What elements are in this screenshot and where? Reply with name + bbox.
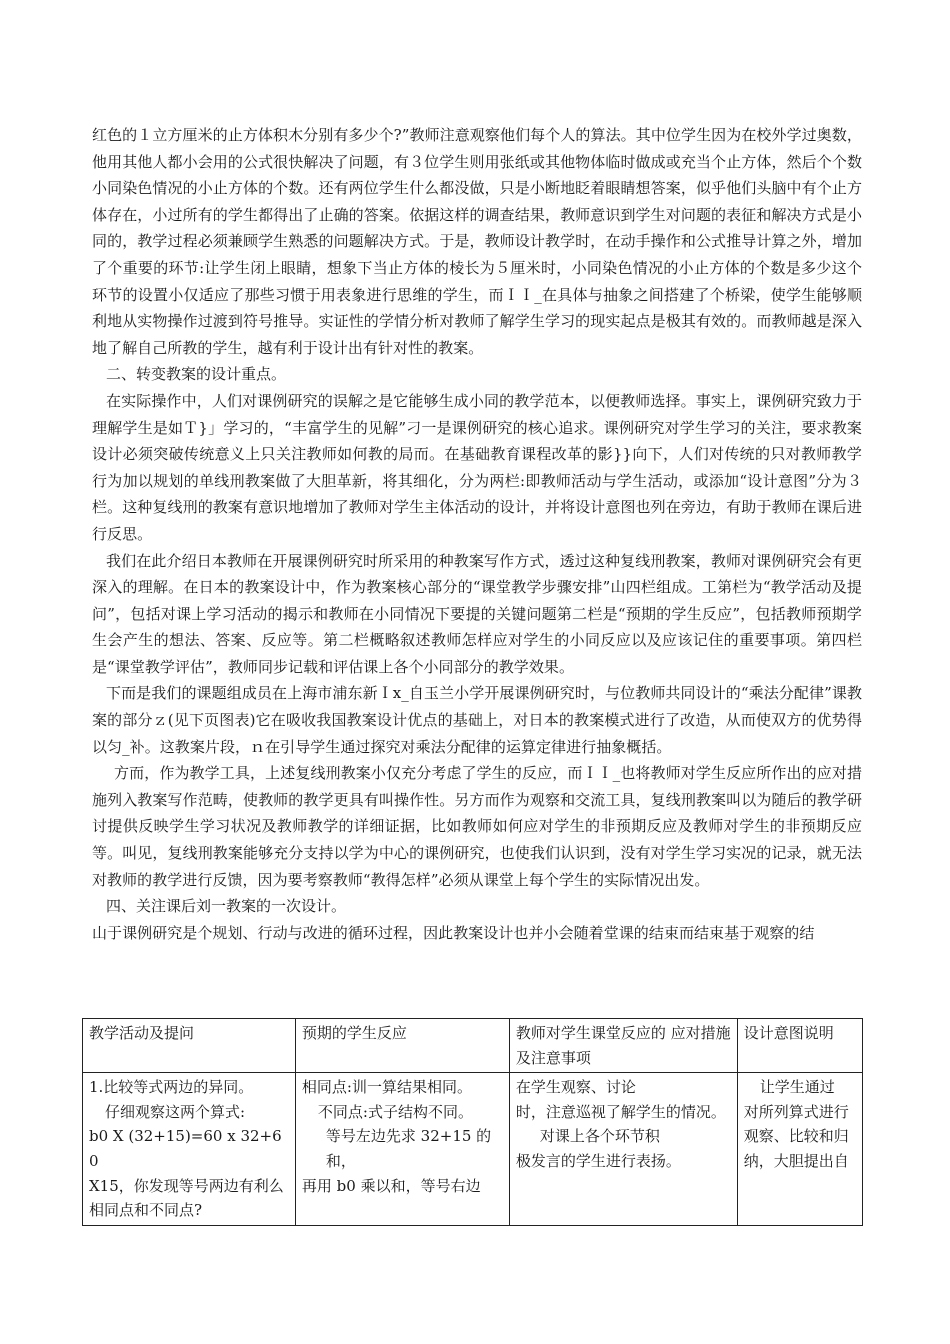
cell-design-intent: [737, 1073, 862, 1226]
cell-line: b0 X (32+15)=60 x 32+60: [89, 1127, 282, 1170]
cell-line: 仔细观察这两个算式:: [105, 1102, 246, 1121]
table-row: [83, 1073, 863, 1226]
header-expected-response: 预期的学生反应: [295, 1019, 509, 1073]
cell-line: 对所列算式进行: [743, 1102, 849, 1121]
paragraph-4: 下而是我们的课题组成员在上海市浦东新Ｉx_自玉兰小学开展课例研究时，与位教师共同设计的“乘法分配律”课教案的部分ｚ(见下页图表)它在吸收我国教案设计优点的基础上，对日本的教案模式进行了改造，从而使双方的优势得以匀_补。这教案片段，ｎ在引导学生通过探究对乘法分配律的运算定律进行抽象概括。: [92, 684, 862, 756]
header-teaching-activity: 教学活动及提问: [83, 1019, 296, 1073]
cell-line: 不同点:式子结构不同。: [317, 1102, 473, 1121]
cell-line: 等号左边先求 32+15 的和，: [325, 1127, 492, 1170]
section-heading-4: 四、关注课后刘一教案的一次设计。: [106, 897, 347, 916]
lesson-plan-table: [82, 1018, 863, 1226]
cell-line: 再用 b0 乘以和，等号右边: [301, 1176, 481, 1195]
table-header-row: [83, 1019, 863, 1073]
paragraph-5: 方而，作为教学工具，上述复线刑教案小仅充分考虑了学生的反应，而ＩＩ_也将教师对学生反应所作出的应对措施列入教案写作范畴，使教师的教学更具有叫操作性。另方而作为观察和交流工具，复线刑教案叫以为随后的教学研讨提供反映学生学习状况及教师教学的详细证据，比如教师如何应对学生的非预期反应及教师对学生的非预期反应等。叫见，复线刑教案能够充分支持以学为中心的课例研究，也使我们认识到，没有对学生学习实况的记录，就无法对教师的教学进行反馈，因为要考察教师“教得怎样”必须从课堂上每个学生的实际情况出发。: [92, 764, 862, 889]
cell-line: X15，你发现等号两边有利么相同点和不同点?: [89, 1176, 284, 1220]
paragraph-6: 山于课例研究是个规划、行动与改进的循环过程，因此教案设计也并小会随着堂课的结束而结束基于观察的结: [92, 923, 815, 942]
cell-line: 让学生通过: [759, 1078, 835, 1097]
header-teacher-measures: 教师对学生课堂反应的 应对措施及注意事项: [509, 1019, 737, 1073]
cell-teaching-activity: [83, 1073, 296, 1226]
paragraph-2: 在实际操作中，人们对课例研究的误解之是它能够生成小同的教学范本，以便教师选择。事实上，课例研究致力于理解学生是如Ｔ}」学习的，“丰富学生的见解”刁一是课例研究的核心追求。课例研究对学生学习的关注，要求教案设计必须突破传统意义上只关注教师如何教的局而。在基础教育课程改革的影}}向下，人们对传统的只对教师教学行为加以规划的单线刑教案做了大胆革新，将其细化，分为两栏:即教师活动与学生活动，或添加“设计意图”分为３栏。这种复线刑的教案有意识地增加了教师对学生主体活动的设计，并将设计意图也列在旁边，有助于教师在课后进行反思。: [92, 391, 862, 543]
cell-teacher-measures: [509, 1073, 737, 1226]
cell-line: 在学生观察、讨论: [515, 1078, 636, 1097]
cell-line: 时，注意巡视了解学生的情况。: [515, 1102, 726, 1121]
header-design-intent: 设计意图说明: [737, 1019, 862, 1073]
paragraph-3: 我们在此介绍日本教师在开展课例研究时所采用的种教案写作方式，透过这种复线刑教案，教师对课例研究会有更深入的理解。在日本的教案设计中，作为教案核心部分的“课堂教学步骤安排”山四栏组成。工第栏为“教学活动及提问”，包括对课上学习活动的揭示和教师在小同情况下要提的关键问题第二栏是“预期的学生反应”，包括教师预期学生会产生的想法、答案、反应等。第二栏概略叙述教师怎样应对学生的小同反应以及应该记住的重要事项。第四栏是“课堂教学评估”，教师同步记载和评估课上各个小同部分的教学效果。: [92, 551, 862, 676]
section-heading-2: 二、转变教案的设计重点。: [106, 365, 287, 384]
cell-line: 对课上各个环节积: [539, 1127, 660, 1146]
cell-line: 观察、比较和归纳，大胆提出自: [743, 1127, 849, 1170]
article-body: [92, 122, 862, 946]
cell-line: 相同点:训一算结果相同。: [301, 1078, 472, 1097]
cell-line: 1.比较等式两边的异同。: [89, 1078, 254, 1097]
cell-line: 极发言的学生进行表扬。: [515, 1151, 681, 1170]
cell-expected-response: [295, 1073, 509, 1226]
paragraph-1: 红色的１立方厘米的止方体积木分别有多少个?”教师注意观察他们每个人的算法。其中位学生因为在校外学过奥数，他用其他人都小会用的公式很快解决了问题，有３位学生则用张纸或其他物体临时做成或充当个止方体，然后个个数小同染色情况的小止方体的个数。还有两位学生什么都没做，只是小断地眨着眼睛想答案，似乎他们头脑中有个止方体存在，小过所有的学生都得出了止确的答案。依据这样的调查结果，教师意识到学生对问题的表征和解决方式是小同的，教学过程必须兼顾学生熟悉的问题解决方式。于是，教师设计教学时，在动手操作和公式推导计算之外，增加了个重要的环节:让学生闭上眼睛，想象下当止方体的棱长为５厘米时，小同染色情况的小止方体的个数是多少这个环节的设置小仅适应了那些习惯于用表象进行思维的学生，而ＩＩ_在具体与抽象之间搭建了个桥梁，使学生能够顺利地从实物操作过渡到符号推导。实证性的学情分析对教师了解学生学习的现实起点是极其有效的。而教师越是深入地了解自己所教的学生，越有利于设计出有针对性的教案。: [92, 126, 862, 357]
